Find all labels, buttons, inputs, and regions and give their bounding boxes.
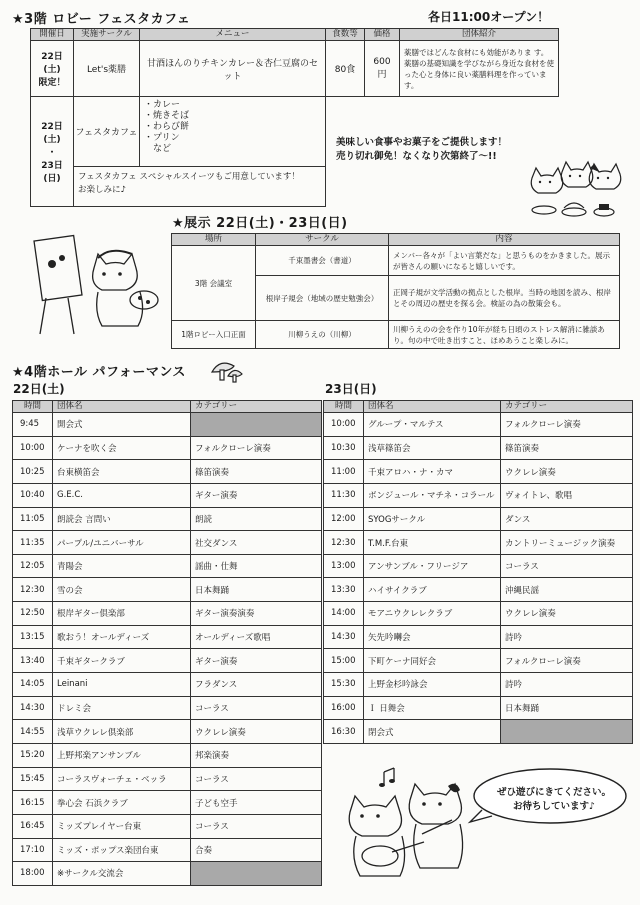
table-row: 16:45 ミッズプレイヤー台東 コーラス xyxy=(13,814,322,838)
exhibit-header-place: 場所 xyxy=(172,234,256,246)
cafe-row2-sweets: フェスタカフェ スペシャルスイーツもご用意しています！ お楽しみに♪ xyxy=(78,172,300,195)
cafe-row1-date: 22日(土) 限定！ xyxy=(31,41,74,97)
table-row: 13:15 歌おう！オールディーズ オールディーズ歌唱 xyxy=(13,625,322,649)
exhibit-location-1: 3階 会議室 xyxy=(172,246,256,321)
table-row: 14:00 モアニウクレレクラブ ウクレレ演奏 xyxy=(324,602,633,626)
exhibit-content-3: 川柳うえのの会を作り10年が経ち日頃のストレス解消に雑談あり。句の中で吐き出すこと、ほめあうこと楽しみに。 xyxy=(389,321,620,349)
table-row: 15:00 下町ケーナ同好会 フォルクローレ演奏 xyxy=(324,649,633,673)
exhibit-header-content: 内容 xyxy=(389,234,620,246)
table-row: 16:30 閉会式 xyxy=(324,720,633,744)
table-row: 11:00 千束アロハ・ナ・カマ ウクレレ演奏 xyxy=(324,460,633,484)
table-row: 18:00 ※サークル交流会 xyxy=(13,862,322,886)
table-row: 10:30 浅草篠笛会 篠笛演奏 xyxy=(324,436,633,460)
table-row: 12:05 青陽会 謡曲・仕舞 xyxy=(13,554,322,578)
cafe-row1-intro: 薬膳ではどんな食材にも効能がありま す。薬膳の基礎知識を学びながら身近な食材を使った心と身体に良い薬膳料理を作っています。 xyxy=(400,41,559,97)
cafe-header-qty: 食数等 xyxy=(326,29,365,41)
table-row: 12:30 雪の会 日本舞踊 xyxy=(13,578,322,602)
table-row: 12:00 SYOGサークル ダンス xyxy=(324,507,633,531)
cafe-row1-qty: 80食 xyxy=(326,41,365,97)
exhibit-circle-3: 川柳うえの（川柳） xyxy=(256,321,389,349)
table-row: 14:55 浅草ウクレレ倶楽部 ウクレレ演奏 xyxy=(13,720,322,744)
table-row: 10:25 台東横笛会 篠笛演奏 xyxy=(13,460,322,484)
table-row: 15:30 上野金杉吟詠会 詩吟 xyxy=(324,673,633,697)
table-row: 11:05 朗読会 言問い 朗読 xyxy=(13,507,322,531)
table-row: 9:45 開会式 xyxy=(13,413,322,437)
day1-header-time: 時間 xyxy=(13,401,53,413)
cafe-row2-date: 22日(土) ・ 23日(日) xyxy=(31,97,74,207)
table-row: 17:10 ミッズ・ポップス楽団台東 合奏 xyxy=(13,838,322,862)
exhibit-table xyxy=(171,233,620,349)
day1-header-name: 団体名 xyxy=(53,401,191,413)
exhibit-circle-1: 千束墨書会（書道） xyxy=(256,246,389,276)
cafe-header-price: 価格 xyxy=(365,29,400,41)
table-row: 11:35 パープル/ユニバーサル 社交ダンス xyxy=(13,531,322,555)
day2-title: 23日(日) xyxy=(325,382,377,396)
day2-header-time: 時間 xyxy=(324,401,364,413)
cafe-row1-menu: 甘酒ほんのりチキンカレー＆杏仁豆腐のセット xyxy=(140,41,326,97)
invite-message: ぜひ遊びにきてください。 お待ちしています♪ xyxy=(496,787,611,812)
cafe-row1-circle: Let's薬膳 xyxy=(74,41,140,97)
day2-header-category: カテゴリー xyxy=(501,401,633,413)
table-row: 10:00 グループ・マルテス フォルクローレ演奏 xyxy=(324,413,633,437)
cafe-header-circle: 実施サークル xyxy=(74,29,140,41)
cafe-header-date: 開催日 xyxy=(31,29,74,41)
table-row: 15:20 上野邦楽アンサンブル 邦楽演奏 xyxy=(13,743,322,767)
table-row: 14:05 Leinani フラダンス xyxy=(13,673,322,697)
performance-heading: ★4階ホール パフォーマンス xyxy=(12,365,186,380)
cafe-row1-price: 600円 xyxy=(365,41,400,97)
day2-schedule-table xyxy=(323,400,633,744)
cafe-row2-menu: ・カレー ・焼きそば ・わらび餅 ・プリン など xyxy=(144,100,190,154)
table-row: 13:00 アンサンブル・フリージア コーラス xyxy=(324,554,633,578)
day1-title: 22日(土) xyxy=(13,382,65,396)
table-row: 12:50 根岸ギター倶楽部 ギター演奏演奏 xyxy=(13,602,322,626)
cafe-row2-circle: フェスタカフェ xyxy=(74,97,140,166)
painter-cat-illustration xyxy=(32,228,162,338)
exhibit-circle-2: 根岸子規会（地域の歴史勉強会） xyxy=(256,276,389,321)
exhibit-content-2: 正岡子規が文学活動の拠点とした根岸。当時の地図を読み、根岸とその周辺の歴史を探る会。検証の為の散策会も。 xyxy=(389,276,620,321)
cafe-bubble: 美味しい食事やお菓子をご提供します！ 売り切れ御免！なくなり次第終了～!! xyxy=(336,137,508,162)
table-row: 16:15 拳心会 石浜クラブ 子ども空手 xyxy=(13,791,322,815)
day2-header-name: 団体名 xyxy=(364,401,501,413)
cats-eating-illustration xyxy=(524,148,624,220)
cafe-open-note: 各日11:00オープン！ xyxy=(428,10,550,24)
table-row: 15:45 コーラスヴォーチェ・ベッラ コーラス xyxy=(13,767,322,791)
table-row: 13:40 千束ギタークラブ ギター演奏 xyxy=(13,649,322,673)
music-cats-illustration xyxy=(340,764,480,892)
table-row: 11:30 ボンジュール・マチネ・コラール ヴォイトレ、歌唱 xyxy=(324,483,633,507)
cafe-heading: ★3階 ロビー フェスタカフェ xyxy=(12,12,191,27)
cafe-header-intro: 団体紹介 xyxy=(400,29,559,41)
mushroom-icon xyxy=(210,358,244,384)
table-row: 10:00 ケーナを吹く会 フォルクローレ演奏 xyxy=(13,436,322,460)
table-row: 14:30 矢先吟囀会 詩吟 xyxy=(324,625,633,649)
table-row: 10:40 G.E.C. ギター演奏 xyxy=(13,483,322,507)
exhibit-header-circle: サークル xyxy=(256,234,389,246)
day1-schedule-table xyxy=(12,400,322,886)
exhibit-content-1: メンバー各々が「よい言葉だな」と思うものをかきました。展示が皆さんの願いになると嬉しいです。 xyxy=(389,246,620,276)
day1-header-category: カテゴリー xyxy=(191,401,322,413)
table-row: 14:30 ドレミ会 コーラス xyxy=(13,696,322,720)
cafe-header-menu: メニュー xyxy=(140,29,326,41)
table-row: 16:00 Ｉ 日舞会 日本舞踊 xyxy=(324,696,633,720)
table-row: 12:30 T.M.F.台東 カントリーミュージック演奏 xyxy=(324,531,633,555)
cafe-table xyxy=(30,28,559,207)
table-row: 13:30 ハイサイクラブ 沖縄民謡 xyxy=(324,578,633,602)
exhibit-heading: ★展示 22日(土)・23日(日) xyxy=(172,216,348,231)
exhibit-location-2: 1階ロビー入口正面 xyxy=(172,321,256,349)
